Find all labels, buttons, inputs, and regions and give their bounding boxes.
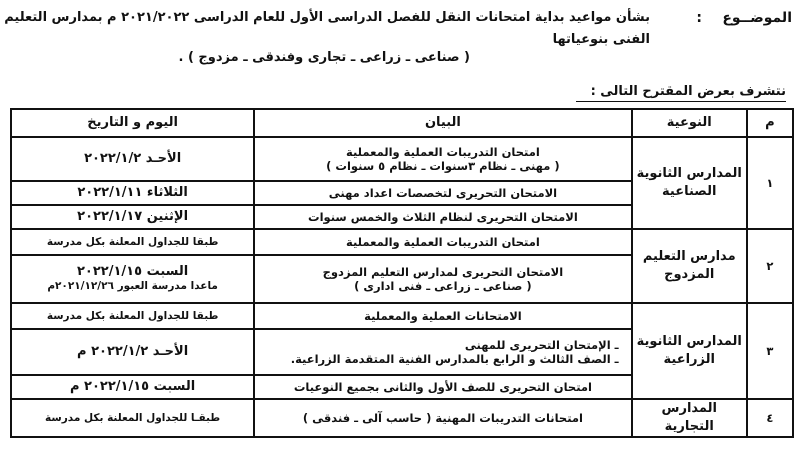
section-type-line: الصناعية (662, 184, 717, 199)
description-cell: الامتحانات العملية والمعملية (254, 303, 631, 329)
subject-colon: : (696, 10, 702, 26)
date-cell: الثلاثاء ٢٠٢٢/١/١١ (11, 181, 254, 205)
section-number: ١ (747, 137, 793, 229)
date-note: ماعدا مدرسة العبور ٢٠٢١/١٢/٢٦م (47, 280, 218, 292)
date-cell (11, 255, 254, 303)
section-type (632, 399, 747, 437)
section-type-line: المدارس التجارية (661, 401, 717, 434)
date-cell: طبقا للجداول المعلنة بكل مدرسة (11, 229, 254, 255)
description-cell: امتحان التحريرى للصف الأول والثانى بجميع النوعيات (254, 375, 631, 399)
description-cell (254, 329, 631, 375)
date-cell: الأحـد ٢٠٢٢/١/٢ (11, 137, 254, 181)
table-row (11, 399, 793, 437)
intro-text: نتشرف بعرض المقترح التالى : (590, 84, 786, 99)
header-type: النوعية (632, 109, 747, 137)
description-cell (254, 137, 631, 181)
date-cell: السبت ٢٠٢٢/١/١٥ م (11, 375, 254, 399)
section-type-line: الزراعية (663, 352, 715, 367)
description-text: الامتحان التحريرى لمدارس التعليم المزدوج (322, 265, 564, 279)
table-header-row (11, 109, 793, 137)
subject-text: بشأن مواعيد بداية امتحانات النقل للفصل الدراسى الأول للعام الدراسى ٢٠٢١/٢٠٢٢ م بمدارس التعليم (4, 10, 650, 25)
header-date: اليوم و التاريخ (11, 109, 254, 137)
subject-text-line2: الفنى بنوعياتها (552, 32, 650, 47)
date-cell: طبقا للجداول المعلنة بكل مدرسة (11, 303, 254, 329)
description-cell: امتحان التدريبات العملية والمعملية (254, 229, 631, 255)
exam-schedule-table (10, 108, 794, 438)
section-type (632, 303, 747, 399)
subject-text-line3: ( صناعى ـ زراعى ـ تجارى وفندقى ـ مزدوج ) . (178, 50, 470, 65)
subject-label: الموضــوع (722, 10, 792, 26)
date-cell: طبقـا للجداول المعلنة بكل مدرسة (11, 399, 254, 437)
description-text: امتحان التدريبات العملية والمعملية (346, 145, 540, 159)
section-type-line: المدارس الثانوية (636, 166, 742, 181)
description-subtext: ( صناعى ـ زراعى ـ فنى ادارى ) (354, 279, 532, 293)
section-number: ٤ (747, 399, 793, 437)
section-number: ٢ (747, 229, 793, 303)
table-row (11, 137, 793, 181)
description-cell: الامتحان التحريرى لتخصصات اعداد مهنى (254, 181, 631, 205)
section-type-line: المدارس الثانوية (636, 334, 742, 349)
date-text: السبت ٢٠٢٢/١/١٥ (77, 264, 189, 279)
description-cell: الامتحان التحريرى لنظام الثلاث والخمس سنوات (254, 205, 631, 229)
section-type (632, 229, 747, 303)
intro-underline (576, 101, 786, 102)
description-subtext: ( مهنى ـ نظام ٣سنوات ـ نظام ٥ سنوات ) (326, 159, 560, 173)
header-num: م (747, 109, 793, 137)
description-cell: امتحانات التدريبات المهنية ( حاسب آلى ـ فندقى ) (254, 399, 631, 437)
description-cell (254, 255, 631, 303)
section-type (632, 137, 747, 229)
table-row (11, 303, 793, 329)
section-type-line: المزدوج (664, 267, 715, 282)
section-number: ٣ (747, 303, 793, 399)
table-row (11, 229, 793, 255)
header-desc: البيان (254, 109, 631, 137)
section-type-line: مدارس التعليم (642, 249, 736, 264)
description-text: ـ الإمتحان التحريرى للمهنى (464, 338, 619, 352)
date-cell: الأحـد ٢٠٢٢/١/٢ م (11, 329, 254, 375)
date-cell: الإثنين ٢٠٢٢/١/١٧ (11, 205, 254, 229)
description-subtext: ـ الصف الثالث و الرابع بالمدارس الفنية المتقدمة الزراعية. (290, 352, 619, 366)
